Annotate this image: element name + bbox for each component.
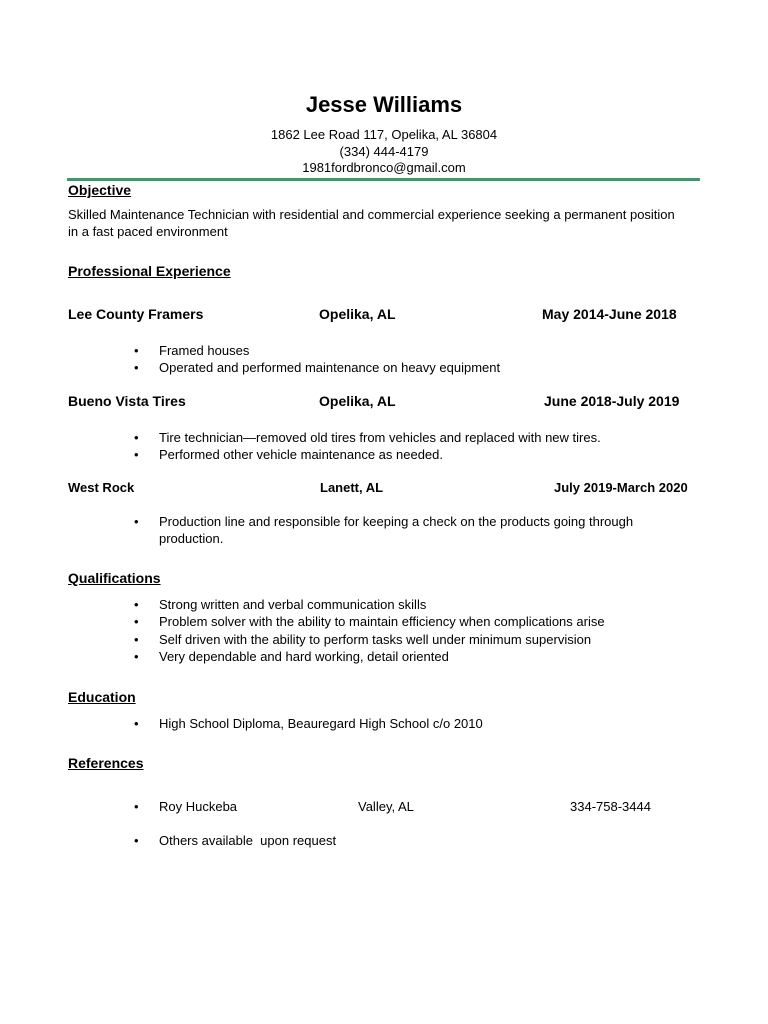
list-item: • Problem solver with the ability to maintain efficiency when complications arise — [134, 614, 605, 630]
bullet-icon: • — [134, 343, 139, 358]
qualifications-list — [0, 596, 605, 665]
reference-name: Roy Huckeba — [159, 799, 238, 814]
references-note-row — [0, 833, 768, 851]
job-location: Opelika, AL — [319, 393, 396, 409]
list-item: • Performed other vehicle maintenance as needed. — [134, 447, 444, 463]
job-dates: July 2019-March 2020 — [554, 480, 688, 495]
list-item: • High School Diploma, Beauregard High School c/o 2010 — [134, 716, 483, 731]
job-company: Bueno Vista Tires — [68, 393, 186, 409]
job-entry-1 — [68, 306, 700, 324]
bullet-icon: • — [134, 716, 139, 731]
reference-phone: 334-758-3444 — [570, 799, 651, 814]
bullet-icon: • — [134, 648, 139, 664]
list-item: • Very dependable and hard working, detail oriented — [134, 648, 449, 664]
resume-name: Jesse Williams — [305, 92, 463, 117]
list-item: • Strong written and verbal communication skills — [134, 597, 427, 612]
job-1-bullets — [0, 342, 500, 377]
objective-text: Skilled Maintenance Technician with residential and commercial experience seeking a permanent position in a fast paced environment — [68, 207, 675, 239]
bullet-icon: • — [134, 597, 139, 612]
reference-row — [0, 799, 768, 817]
objective-heading: Objective — [68, 182, 132, 198]
education-heading: Education — [68, 689, 136, 705]
list-item: • Self driven with the ability to perform tasks well under minimum supervision — [134, 631, 592, 647]
qualifications-heading: Qualifications — [68, 570, 161, 586]
bullet-icon: • — [134, 360, 139, 376]
header-divider — [67, 178, 700, 181]
contact-block — [0, 127, 768, 177]
job-location: Opelika, AL — [319, 306, 396, 322]
job-dates: June 2018-July 2019 — [544, 393, 680, 409]
job-location: Lanett, AL — [320, 480, 384, 495]
bullet-icon: • — [134, 447, 139, 463]
job-2-bullets — [0, 429, 601, 464]
email: 1981fordbronco@gmail.com — [302, 160, 466, 175]
references-heading: References — [68, 755, 144, 771]
phone: (334) 444-4179 — [339, 143, 429, 159]
job-entry-2 — [68, 393, 700, 411]
bullet-icon: • — [134, 614, 139, 630]
bullet-icon: • — [134, 430, 139, 445]
bullet-icon: • — [134, 514, 139, 529]
job-dates: May 2014-June 2018 — [542, 306, 677, 322]
bullet-icon: • — [134, 799, 139, 814]
reference-location: Valley, AL — [358, 799, 414, 814]
references-note: Others available upon request — [159, 833, 337, 848]
bullet-icon: • — [134, 833, 139, 848]
list-item: • Operated and performed maintenance on heavy equipment — [134, 360, 501, 376]
list-item: • Framed houses — [134, 343, 250, 358]
bullet-icon: • — [134, 631, 139, 647]
job-company: West Rock — [68, 480, 135, 495]
list-item: • Production line and responsible for keeping a check on the products going through production. — [134, 514, 634, 547]
experience-heading: Professional Experience — [68, 263, 231, 279]
job-entry-3 — [68, 480, 700, 498]
address: 1862 Lee Road 117, Opelika, AL 36804 — [270, 127, 498, 142]
job-3-bullets — [0, 513, 679, 548]
education-list — [0, 715, 483, 732]
job-company: Lee County Framers — [68, 306, 204, 322]
list-item: • Tire technician—removed old tires from vehicles and replaced with new tires. — [134, 430, 601, 445]
